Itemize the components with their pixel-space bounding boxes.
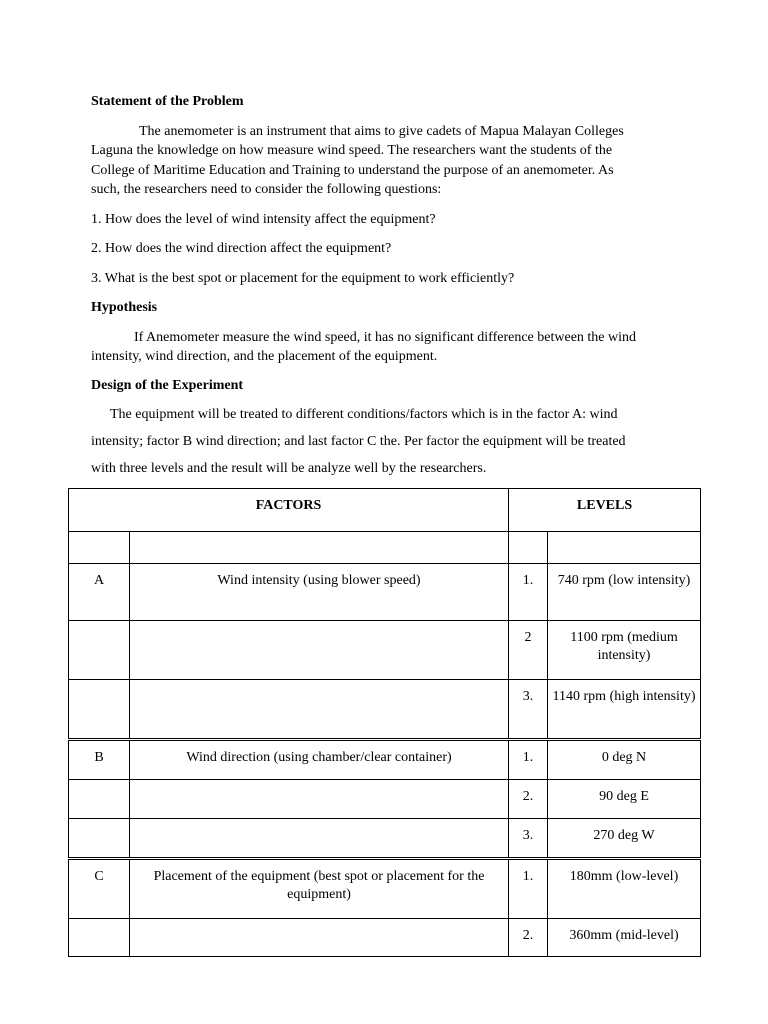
factor-code [69,780,130,819]
factor-name: Wind intensity (using blower speed) [130,564,509,621]
level-value: 360mm (mid-level) [548,919,701,957]
table-row [69,680,701,740]
table-row [69,819,701,859]
factors-header: FACTORS [69,489,509,532]
hypothesis-line-2: intensity, wind direction, and the placement of the equipment. [91,349,438,364]
statement-heading: Statement of the Problem [91,94,244,109]
table-header-row [69,489,701,532]
design-line-1: The equipment will be treated to different conditions/factors which is in the factor A: wind [110,407,618,422]
level-number: 1. [509,740,548,780]
level-number: 1. [509,859,548,919]
factors-levels-table [68,488,701,957]
question-2: 2. How does the wind direction affect the equipment? [91,241,392,256]
factor-name [130,621,509,680]
factor-code [69,621,130,680]
table-cell [130,532,509,564]
factor-code: A [69,564,130,621]
hypothesis-heading: Hypothesis [91,300,158,315]
table-row [69,859,701,919]
design-line-3: with three levels and the result will be analyze well by the researchers. [91,461,487,476]
statement-line-1: The anemometer is an instrument that aims to give cadets of Mapua Malayan Colleges [139,124,624,139]
factor-name [130,680,509,740]
question-3: 3. What is the best spot or placement for the equipment to work efficiently? [91,271,515,286]
table-cell [509,532,548,564]
factor-code: B [69,740,130,780]
factor-name [130,780,509,819]
hypothesis-line-1: If Anemometer measure the wind speed, it has no significant difference between the wind [134,330,637,345]
statement-line-2: Laguna the knowledge on how measure wind speed. The researchers want the students of the [91,143,613,158]
level-value: 740 rpm (low intensity) [548,564,701,621]
level-number: 3. [509,819,548,859]
level-value: 1100 rpm (medium intensity) [548,621,701,680]
table-row [69,740,701,780]
statement-line-4: such, the researchers need to consider the following questions: [91,182,442,197]
level-value: 270 deg W [548,819,701,859]
factor-code [69,819,130,859]
factor-name: Wind direction (using chamber/clear container) [130,740,509,780]
statement-line-3: College of Maritime Education and Training to understand the purpose of an anemometer. As [91,163,614,178]
level-value: 1140 rpm (high intensity) [548,680,701,740]
design-heading: Design of the Experiment [91,378,244,393]
levels-header: LEVELS [509,489,701,532]
table-row [69,621,701,680]
table-row [69,780,701,819]
table-blank-row [69,532,701,564]
table-row [69,919,701,957]
level-number: 2. [509,780,548,819]
level-value: 90 deg E [548,780,701,819]
level-number: 2 [509,621,548,680]
factor-name: Placement of the equipment (best spot or placement for the equipment) [130,859,509,919]
level-value: 0 deg N [548,740,701,780]
table-row [69,564,701,621]
level-value: 180mm (low-level) [548,859,701,919]
question-1: 1. How does the level of wind intensity affect the equipment? [91,212,436,227]
factor-name [130,819,509,859]
level-number: 2. [509,919,548,957]
factor-code [69,919,130,957]
table-cell [548,532,701,564]
design-line-2: intensity; factor B wind direction; and last factor C the. Per factor the equipment will be treated [91,434,626,449]
table-cell [69,532,130,564]
factor-name [130,919,509,957]
factor-code [69,680,130,740]
level-number: 1. [509,564,548,621]
factor-code: C [69,859,130,919]
level-number: 3. [509,680,548,740]
